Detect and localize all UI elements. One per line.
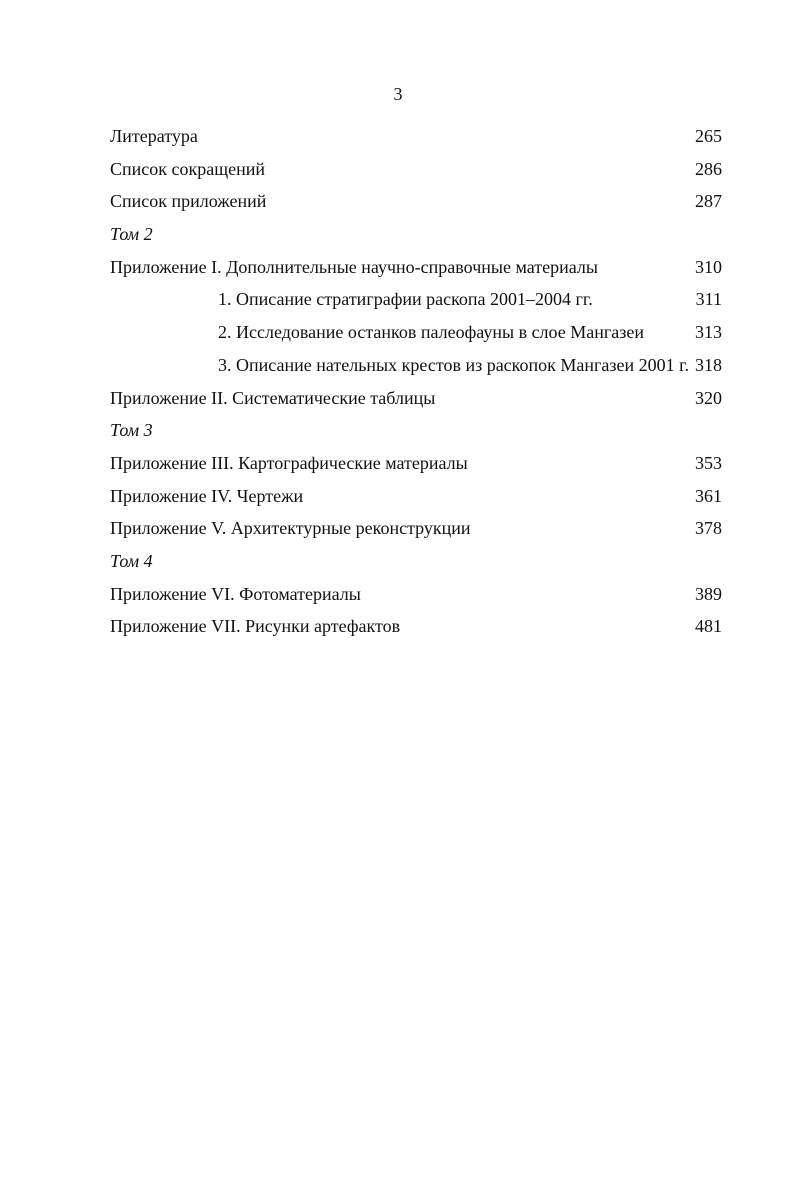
toc-label: Список сокращений — [110, 158, 265, 179]
toc-row-appendix-6 — [110, 580, 722, 613]
toc-label: 3. Описание нательных крестов из раскопок Мангазеи 2001 г. — [218, 354, 689, 375]
toc-page: 265 — [695, 126, 722, 146]
toc-row-literature — [110, 122, 722, 155]
toc-page: 481 — [695, 616, 722, 637]
toc-label: Приложение I. Дополнительные научно-справочные материалы — [110, 256, 598, 277]
toc-page: 361 — [695, 485, 722, 506]
toc-row-appendix-7 — [110, 612, 722, 645]
toc-label: Приложение IV. Чертежи — [110, 485, 304, 506]
toc-row-appendix-2 — [110, 384, 722, 417]
toc-label: Приложение VI. Фотоматериалы — [110, 583, 361, 604]
toc-row-appendix-1 — [110, 253, 722, 286]
toc-label: Приложение V. Архитектурные реконструкции — [110, 518, 471, 539]
toc-volume-heading — [110, 547, 722, 580]
toc-page: 389 — [695, 583, 722, 604]
toc-label: 1. Описание стратиграфии раскопа 2001–2004 гг. — [218, 289, 593, 310]
toc-label: Приложение II. Систематические таблицы — [110, 387, 436, 408]
toc-subrow — [110, 351, 722, 384]
toc-label: Литература — [110, 126, 198, 146]
toc-page: 287 — [695, 191, 722, 212]
volume-label: Том 2 — [110, 224, 153, 245]
toc-label: Приложение III. Картографические материалы — [110, 452, 468, 473]
toc-page: 320 — [695, 387, 722, 408]
toc-page: 286 — [695, 158, 722, 179]
toc-label: Приложение VII. Рисунки артефактов — [110, 616, 401, 637]
toc-page: 378 — [695, 518, 722, 539]
toc-row-appendix-4 — [110, 482, 722, 515]
page-number: 3 — [393, 84, 403, 104]
toc-row-appendix-5 — [110, 514, 722, 547]
toc-page: 310 — [695, 256, 722, 277]
toc-page: 311 — [695, 289, 722, 310]
toc-subrow — [110, 318, 722, 351]
toc-row-abbreviations — [110, 155, 722, 188]
toc-row-appendix-list — [110, 187, 722, 220]
table-of-contents — [110, 122, 722, 645]
toc-label: Список приложений — [110, 191, 267, 212]
volume-label: Том 4 — [110, 550, 153, 571]
volume-label: Том 3 — [110, 420, 153, 441]
toc-label: 2. Исследование останков палеофауны в слое Мангазеи — [218, 322, 644, 343]
toc-volume-heading — [110, 416, 722, 449]
toc-page: 353 — [695, 452, 722, 473]
toc-row-appendix-3 — [110, 449, 722, 482]
toc-subrow — [110, 285, 722, 318]
toc-page: 318 — [695, 354, 722, 375]
toc-page: 313 — [695, 322, 722, 343]
toc-volume-heading — [110, 220, 722, 253]
